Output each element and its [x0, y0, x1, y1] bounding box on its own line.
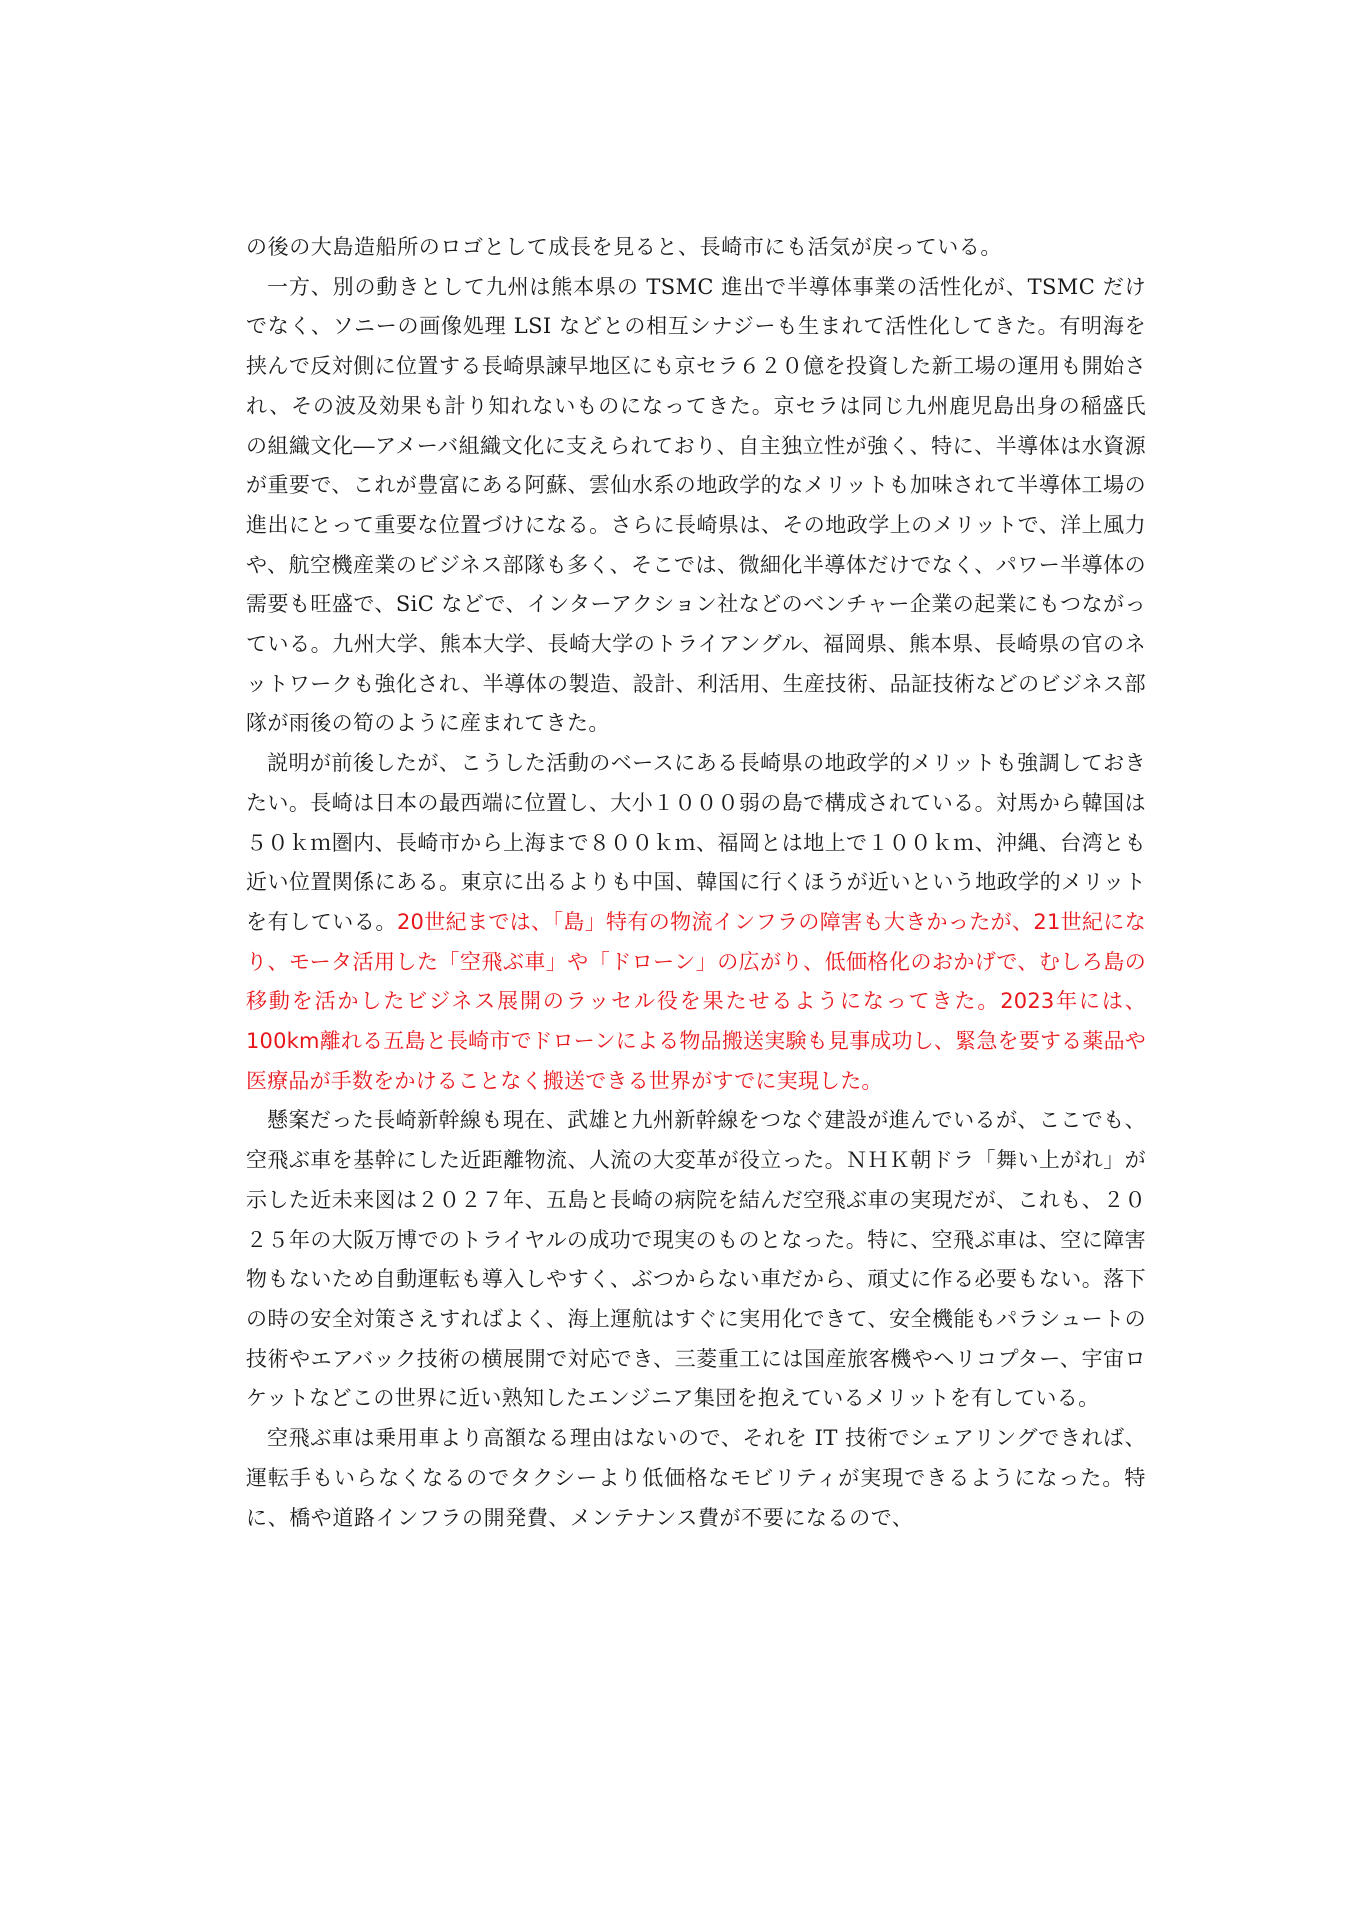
body-text — [246, 228, 1146, 1538]
paragraph-shinkansen-flying-car — [246, 1101, 1146, 1419]
text-segment: 説明が前後したが、こうした活動のベースにある長崎県の地政学的メリットも強調しておきたい。長崎は日本の最西端に位置し、大小１０００弱の島で構成されている。対馬から韓国は５０ｋｍ圏内、長崎市から上海まで８００ｋｍ、福岡とは地上で１００ｋｍ、沖縄、台湾とも近い位置関係にある。東京に出るよりも中国、韓国に行くほうが近いという地政学的メリットを有している。 — [246, 751, 1146, 934]
highlighted-text-segment: 20世紀までは、「島」特有の物流インフラの障害も大きかったが、21世紀になり、モータ活用した「空飛ぶ車」や「ドローン」の広がり、低価格化のおかげで、むしろ島の移動を活かしたビジネス展開のラッセル役を果たせるようになってきた。2023年には、100km離れる五島と長崎市でドローンによる物品搬送実験も見事成功し、緊急を要する薬品や医療品が手数をかけることなく搬送できる世界がすでに実現した。 — [246, 909, 1146, 1093]
text-segment: 懸案だった長崎新幹線も現在、武雄と九州新幹線をつなぐ建設が進んでいるが、ここでも、空飛ぶ車を基幹にした近距離物流、人流の大変革が役立った。ＮＨＫ朝ドラ「舞い上がれ」が示した近未来図は２０２７年、五島と長崎の病院を結んだ空飛ぶ車の実現だが、これも、２０２５年の大阪万博でのトライヤルの成功で現実のものとなった。特に、空飛ぶ車は、空に障害物もないため自動運転も導入しやすく、ぶつからない車だから、頑丈に作る必要もない。落下の時の安全対策さえすればよく、海上運航はすぐに実用化できて、安全機能もパラシュートの技術やエアバック技術の横展開で対応でき、三菱重工には国産旅客機やヘリコプター、宇宙ロケットなどこの世界に近い熟知したエンジニア集団を抱えているメリットを有している。 — [246, 1108, 1146, 1411]
paragraph-flying-car-cost — [246, 1419, 1146, 1538]
text-segment-bold: 特に、橋や道路インフラの開発費、メンテナンス費が不要になるので、 — [246, 1465, 1146, 1530]
text-segment: の後の大島造船所のロゴとして成長を見ると、長崎市にも活気が戻っている。 — [246, 235, 1002, 259]
text-segment: 一方、別の動きとして九州は熊本県の TSMC 進出で半導体事業の活性化が、TSMC だけでなく、ソニーの画像処理 LSI などとの相互シナジーも生まれて活性化してきた。有明海を挟んで反対側に位置する長崎県諫早地区にも京セラ６２０億を投資した新工場の運用も開始され、その波及効果も計り知れないものになってきた。京セラは同じ九州鹿児島出身の稲盛氏の組織文化―アメーバ組織文化に支えられており、自主独立性が強く、特に、半導体は水資源が重要で、これが豊富にある阿蘇、雲仙水系の地政学的なメリットも加味されて半導体工場の進出にとって重要な位置づけになる。さらに長崎県は、その地政学上のメリットで、洋上風力や、航空機産業のビジネス部隊も多く、そこでは、微細化半導体だけでなく、パワー半導体の需要も旺盛で、SiC などで、インターアクション社などのベンチャー企業の起業にもつながっている。九州大学、熊本大学、長崎大学のトライアングル、福岡県、熊本県、長崎県の官のネットワークも強化され、半導体の製造、設計、利活用、生産技術、品証技術などのビジネス部隊が雨後の筍のように産まれてきた。 — [246, 274, 1146, 736]
paragraph-geopolitical-merit — [246, 744, 1146, 1101]
text-segment: 空飛ぶ車は乗用車より高額なる理由はないので、それを IT 技術でシェアリングできれば、運転手もいらなくなるのでタクシーより低価格なモビリティが実現できるようになった。 — [246, 1426, 1146, 1490]
paragraph-continuation — [246, 228, 1146, 268]
paragraph-semiconductor-kyushu — [246, 268, 1146, 744]
